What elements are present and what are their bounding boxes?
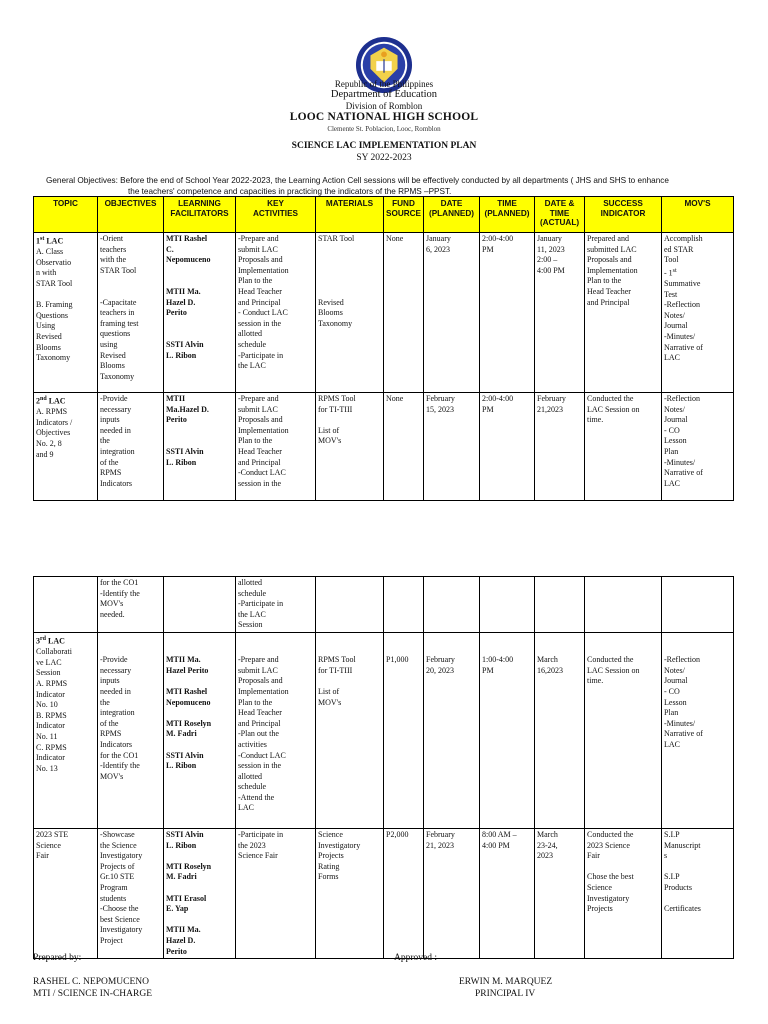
- department-line: Department of Education: [330, 89, 438, 100]
- table-row: [34, 393, 734, 501]
- cell-topic: [34, 828, 98, 958]
- cell-actual: March 23-24, 2023: [535, 828, 585, 958]
- school-address: Clemente St. Poblacion, Looc, Romblon: [327, 125, 441, 133]
- plan-table-page2: [33, 576, 734, 959]
- cell-objectives: -Provide necessary inputs needed in the integration of the RPMS Indicators for the CO1 -Identify the MOV's: [98, 632, 164, 828]
- table-row: [34, 233, 734, 393]
- topic-title: 3rd LAC: [36, 635, 65, 646]
- cell-facilitators: MTI Rashel C. Nepomuceno MTII Ma. Hazel D. Perito SSTI Alvin L. Ribon: [164, 233, 236, 393]
- topic-title: 2nd LAC: [36, 396, 66, 406]
- table-row: [34, 828, 734, 958]
- cell-facilitators: [164, 577, 236, 633]
- table-row: [34, 632, 734, 828]
- header-activities: KEY ACTIVITIES: [236, 197, 316, 233]
- cell-activities: -Participate in the 2023 Science Fair: [236, 828, 316, 958]
- header-movs: MOV'S: [662, 197, 734, 233]
- cell-topic: [34, 632, 98, 828]
- header-fund-source: FUND SOURCE: [384, 197, 424, 233]
- cell-fund: None: [384, 393, 424, 501]
- cell-actual: February 21,2023: [535, 393, 585, 501]
- prepared-by-label: Prepared by:: [33, 953, 82, 963]
- cell-objectives: -Showcase the Science Investigatory Projects of Gr.10 STE Program students -Choose the best Science Investigatory Project: [98, 828, 164, 958]
- cell-success: Conducted the 2023 Science Fair Chose the best Science Investigatory Projects: [585, 828, 662, 958]
- cell-materials: [316, 577, 384, 633]
- table-row: [34, 577, 734, 633]
- school-year: SY 2022-2023: [356, 153, 412, 163]
- cell-topic: [34, 577, 98, 633]
- topic-text: 2023 STE Science Fair: [36, 829, 69, 861]
- objective-line-1: General Objectives: Before the end of School Year 2022-2023, the Learning Action Cell sessions will be effectively conducted by all departments ( JHS and SHS to enhance: [46, 176, 669, 185]
- header-row: [34, 197, 734, 233]
- cell-movs: [662, 577, 734, 633]
- cell-materials: Science Investigatory Projects Rating Forms: [316, 828, 384, 958]
- preparer-title: MTI / SCIENCE IN-CHARGE: [33, 989, 153, 999]
- cell-activities: -Prepare and submit LAC Proposals and Implementation Plan to the Head Teacher and Principal -Conduct LAC session in the: [236, 393, 316, 501]
- cell-date-planned: January 6, 2023: [424, 233, 480, 393]
- header-topic: TOPIC: [34, 197, 98, 233]
- cell-facilitators: MTII Ma. Hazel Perito MTI Rashel Nepomuceno MTI Roselyn M. Fadri SSTI Alvin L. Ribon: [164, 632, 236, 828]
- republic-line: Republic of the Philippines: [334, 79, 434, 89]
- cell-success: Prepared and submitted LAC Proposals and Implementation Plan to the Head Teacher and Principal: [585, 233, 662, 393]
- objective-line-2: the teachers' competence and capacities in practicing the indicators of the RPMS –PPST.: [128, 187, 452, 196]
- topic-text: A. RPMS Indicators / Objectives No. 2, 8 and 9: [36, 407, 73, 459]
- preparer-name: RASHEL C. NEPOMUCENO: [33, 977, 150, 987]
- approver-name: ERWIN M. MARQUEZ: [459, 977, 553, 987]
- cell-movs: -Reflection Notes/ Journal - CO Lesson Plan -Minutes/ Narrative of LAC: [662, 632, 734, 828]
- approved-label: Approved :: [394, 953, 438, 963]
- cell-fund: P1,000: [384, 632, 424, 828]
- cell-topic: [34, 393, 98, 501]
- cell-time-planned: 8:00 AM – 4:00 PM: [480, 828, 535, 958]
- cell-time-planned: 2:00-4:00 PM: [480, 233, 535, 393]
- cell-movs: Accomplish ed STAR Tool - 1st Summative Test -Reflection Notes/ Journal -Minutes/ Narrative of LAC: [662, 233, 734, 393]
- cell-objectives: -Provide necessary inputs needed in the integration of the RPMS Indicators: [98, 393, 164, 501]
- cell-success: Conducted the LAC Session on time.: [585, 632, 662, 828]
- cell-activities: allotted schedule -Participate in the LAC Session: [236, 577, 316, 633]
- document-title: SCIENCE LAC IMPLEMENTATION PLAN: [291, 141, 477, 151]
- cell-date-planned: February 15, 2023: [424, 393, 480, 501]
- cell-activities: -Prepare and submit LAC Proposals and Implementation Plan to the Head Teacher and Principal - Conduct LAC session in the allotted schedule -Participate in the LAC: [236, 233, 316, 393]
- header-facilitators: LEARNING FACILITATORS: [164, 197, 236, 233]
- cell-fund: None: [384, 233, 424, 393]
- topic-text: Collaborati ve LAC Session A. RPMS Indicator No. 10 B. RPMS Indicator No. 11 C. RPMS Indicator No. 13: [36, 647, 72, 773]
- cell-fund: P2,000: [384, 828, 424, 958]
- cell-facilitators: SSTI Alvin L. Ribon MTI Roselyn M. Fadri MTI Erasol E. Yap MTII Ma. Hazel D. Perito: [164, 828, 236, 958]
- cell-activities: -Prepare and submit LAC Proposals and Implementation Plan to the Head Teacher and Principal -Plan out the activities -Conduct LAC session in the allotted schedule -Attend the LAC: [236, 632, 316, 828]
- cell-date-planned: February 20, 2023: [424, 632, 480, 828]
- header-date-time-actual: DATE & TIME (ACTUAL): [535, 197, 585, 233]
- cell-movs: -Reflection Notes/ Journal - CO Lesson Plan -Minutes/ Narrative of LAC: [662, 393, 734, 501]
- cell-objectives: -Orient teachers with the STAR Tool -Capacitate teachers in framing test questions using Revised Blooms Taxonomy: [98, 233, 164, 393]
- approver-title: PRINCIPAL IV: [475, 989, 536, 999]
- cell-date-planned: February 21, 2023: [424, 828, 480, 958]
- cell-objectives: for the CO1 -Identify the MOV's needed.: [98, 577, 164, 633]
- cell-success: [585, 577, 662, 633]
- cell-time-planned: 1:00-4:00 PM: [480, 632, 535, 828]
- topic-title: 1st LAC: [36, 236, 64, 246]
- header-success-indicator: SUCCESS INDICATOR: [585, 197, 662, 233]
- cell-actual: [535, 577, 585, 633]
- header-materials: MATERIALS: [316, 197, 384, 233]
- cell-actual: March 16,2023: [535, 632, 585, 828]
- cell-time-planned: 2:00-4:00 PM: [480, 393, 535, 501]
- cell-topic: [34, 233, 98, 393]
- cell-materials: STAR Tool Revised Blooms Taxonomy: [316, 233, 384, 393]
- cell-fund: [384, 577, 424, 633]
- header-objectives: OBJECTIVES: [98, 197, 164, 233]
- cell-time-planned: [480, 577, 535, 633]
- cell-success: Conducted the LAC Session on time.: [585, 393, 662, 501]
- cell-materials: RPMS Tool for TI-TIII List of MOV's: [316, 393, 384, 501]
- cell-facilitators: MTII Ma.Hazel D. Perito SSTI Alvin L. Ribon: [164, 393, 236, 501]
- division-line: Division of Romblon: [345, 101, 423, 111]
- cell-movs: S.I.P Manuscript s S.I.P Products Certificates: [662, 828, 734, 958]
- header-date-planned: DATE (PLANNED): [424, 197, 480, 233]
- header-time-planned: TIME (PLANNED): [480, 197, 535, 233]
- plan-table-page1: [33, 196, 734, 501]
- cell-materials: RPMS Tool for TI-TIII List of MOV's: [316, 632, 384, 828]
- cell-date-planned: [424, 577, 480, 633]
- topic-text: A. Class Observatio n with STAR Tool B. Framing Questions Using Revised Blooms Taxonomy: [36, 247, 73, 363]
- cell-actual: January 11, 2023 2:00 – 4:00 PM: [535, 233, 585, 393]
- school-name: LOOC NATIONAL HIGH SCHOOL: [289, 111, 479, 123]
